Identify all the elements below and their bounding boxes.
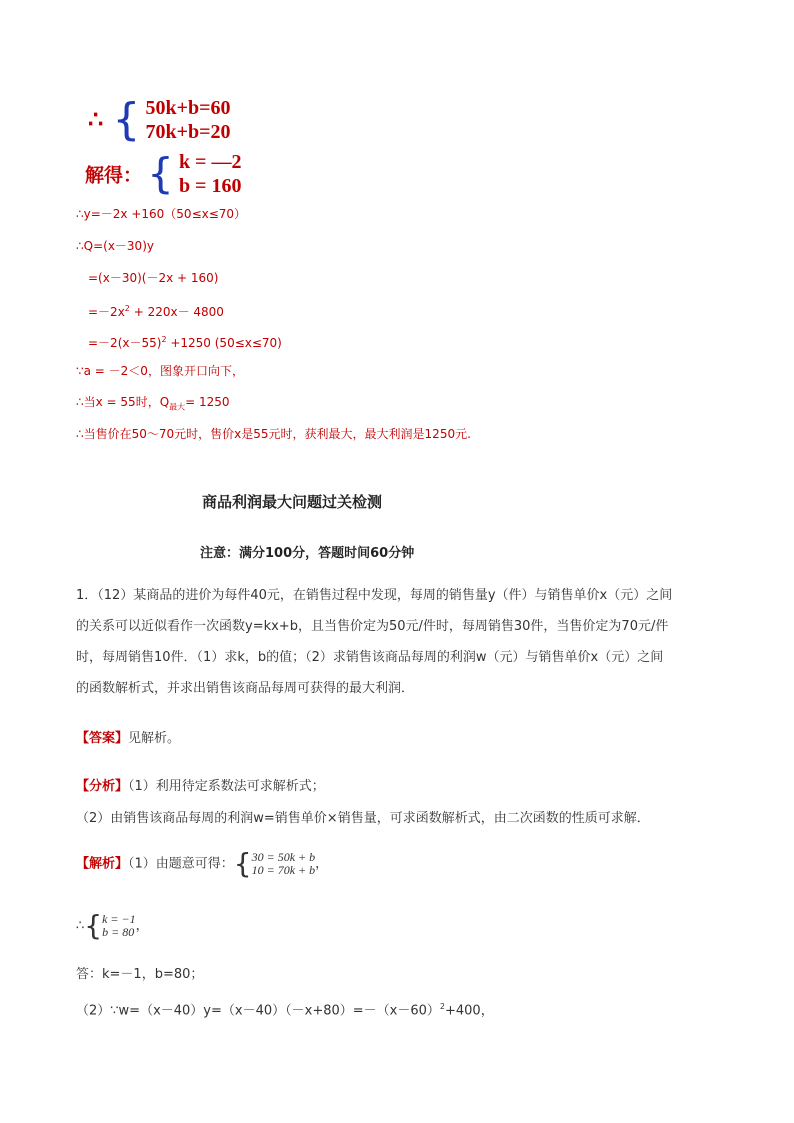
derivation-line-5: $=-2(x-55)^2 +1250$ (50≤x≤70) [88,335,282,350]
derivation-line-3: =(x－30)(－2x + 160) [88,271,219,285]
solution-equation-system: 30 = 50k + b 10 = 70k + b [251,850,316,877]
derivation-line-7: ∴当x = 55时，$Q_{最大}= 1250$ [76,395,230,412]
left-brace: { [233,847,252,880]
solution-answer: 答：k=－1，b=80； [76,967,204,982]
derivation-line-6: ∵a = －2＜0，图象开口向下， [76,364,244,378]
derivation-line-2: ∴Q=(x－30)y [76,239,154,253]
derivation-line-8: ∴当售价在50～70元时，售价x是55元时，获利最大，最大利润是1250元. [76,427,471,441]
analysis-line-2: （2）由销售该商品每周的利润w=销售单价×销售量，可求函数解析式，由二次函数的性质可求解． [76,811,650,826]
problem-line-2: 的关系可以近似看作一次函数y=kx+b，且当售价定为50元/件时，每周销售30件，当售价定为70元/件 [76,619,669,634]
problem-line-1: 1．（12）某商品的进价为每件40元，在销售过程中发现，每周的销售量y（件）与销售单价x（元）之间 [76,588,673,603]
section-title: 商品利润最大问题过关检测 [202,493,383,511]
solution-system [179,150,242,198]
section-note: 注意：满分100分，答题时间60分钟 [200,546,415,561]
answer-line [76,730,180,748]
left-brace: { [84,909,103,942]
solution-part-2: $(2)\because w=(x-40)y=(x-40)(-x+80)=-(x-60)^2+400$， [76,1002,494,1019]
problem-line-3: 时，每周销售10件．（1）求k，b的值；（2）求销售该商品每周的利润w（元）与销售单价x（元）之间 [76,650,664,665]
solution-block [85,150,241,198]
system-block [88,96,231,144]
equation-system [145,96,230,144]
derivation-line-1: ∴y=－2x +160（50≤x≤70） [76,207,247,221]
solution-line-1: 【解析】（1）由题意可得：{ 30 = 50k + b 10 = 70k + b ， [76,847,329,880]
solution-intro: （1）由题意可得： [128,856,234,872]
left-brace: { [147,149,174,198]
solution-tag: 【解析】 [76,856,129,872]
left-brace: { [112,94,141,145]
solution-k: k = —2 [178,151,242,173]
solution-result-system: k = −1 b = 80 [102,912,136,939]
derivation-line-4: $=-2x^2 + 220x- 4800$ [88,304,224,319]
answer-text: 见解析。 [128,731,181,746]
solution-line-2: ∴{ k = −1 b = 80 ， [76,909,149,942]
equation-1: 50k+b=60 [145,97,231,119]
problem-line-4: 的函数解析式，并求出销售该商品每周可获得的最大利润． [76,681,415,696]
equation-2: 70k+b=20 [145,121,231,143]
analysis-tag: 【分析】 [76,779,129,794]
analysis-line-1: 【分析】（1）利用待定系数法可求解析式； [76,779,325,794]
solve-label: 解得： [85,165,143,187]
therefore-symbol: ∴ [88,107,104,134]
answer-tag: 【答案】 [76,731,129,746]
solution-b: b = 160 [178,175,242,197]
